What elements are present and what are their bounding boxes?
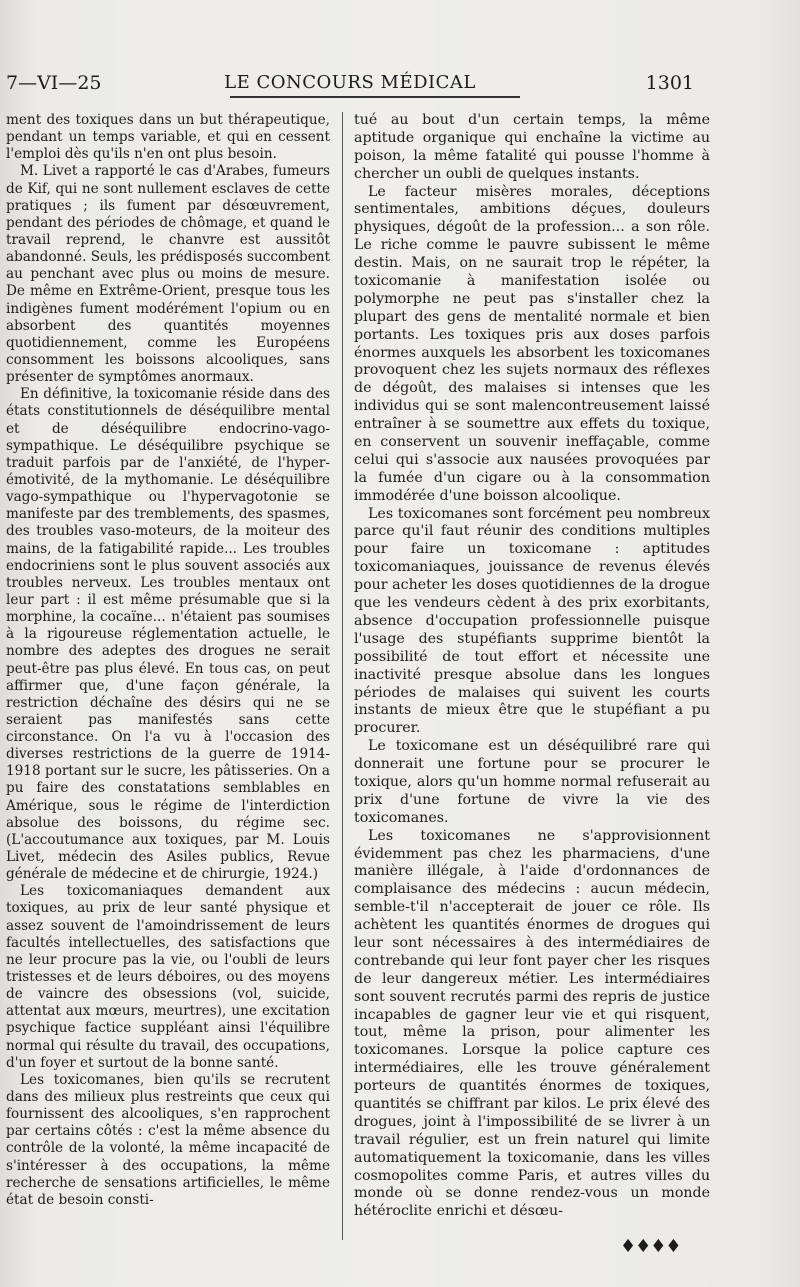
column-divider: [342, 112, 343, 1240]
page-header: [0, 62, 800, 96]
page-number: 1301: [645, 72, 694, 94]
issue-date: 7—VI—25: [6, 72, 102, 94]
paragraph: M. Livet a rapporté le cas d'Arabes, fumeurs de Kif, qui ne sont nullement esclaves de cette pratiques ; ils fument par désœuvrement, pendant des périodes de chômage, et quand le travail reprend, le chanvre est aussitôt abandonné. Seuls, les prédisposés succombent au penchant avec plus ou moins de mesure. De même en Extrême-Orient, presque tous les indigènes fument modérément l'opium ou en absorbent des quantités moyennes quotidiennement, comme les Européens consomment les boissons alcooliques, sans présenter de symptômes anormaux.: [6, 163, 330, 386]
journal-title: LE CONCOURS MÉDICAL: [224, 72, 476, 93]
ornament-glyphs: ♦♦♦♦: [620, 1236, 681, 1257]
paragraph: Les toxicomanes, bien qu'ils se recrutent dans des milieux plus restreints que ceux qui fournissent des alcooliques, s'en rapprochent par certains côtés : c'est la même absence du contrôle de la volonté, la même incapacité de s'intéresser à des occupations, la même recherche de sensations artificielles, le même état de besoin consti-: [6, 1071, 330, 1208]
paragraph: En définitive, la toxicomanie réside dans des états constitutionnels de déséquilibre mental et de déséquilibre endocrino-vago-sympathique. Le déséquilibre psychique se traduit parfois par de l'anxiété, de l'hyper-émotivité, de la mythomanie. Le déséquilibre vago-sympathique ou l'hypervagotonie se manifeste par des tremblements, des spasmes, des troubles vaso-moteurs, de la moiteur des mains, de la fatigabilité rapide... Les troubles endocriniens sont le plus souvent associés aux troubles nerveux. Les troubles mentaux ont leur part : il est même présumable que si la morphine, la cocaïne... n'étaient pas soumises à la rigoureuse réglementation actuelle, le nombre des adeptes des drogues ne serait peut-être pas plus élevé. En tous cas, on peut affirmer que, d'une façon générale, la restriction déchaîne des désirs qui ne se seraient pas manifestés sans cette circonstance. On l'a vu à l'occasion des diverses restrictions de la guerre de 1914-1918 portant sur le sucre, les pâtisseries. On a pu faire des constatations semblables en Amérique, sous le régime de l'interdiction absolue des boissons, du régime sec. (L'accoutumance aux toxiques, par M. Louis Livet, médecin des Asiles publics, Revue générale de médecine et de chirurgie, 1924.): [6, 386, 330, 883]
header-rule: [230, 96, 520, 98]
paragraph: Les toxicomanes ne s'approvisionnent évidemment pas chez les pharmaciens, d'une manière illégale, à l'aide d'ordonnances de complaisance des médecins : aucun médecin, semble-t'il n'accepterait de jouer ce rôle. Ils achètent les quantités énormes de drogues qui leur sont nécessaires à des intermédiaires de contrebande qui leur font payer cher les risques de leur dangereux métier. Les intermédiaires sont souvent recrutés parmi des repris de justice incapables de gagner leur vie et qui risquent, tout, même la prison, pour alimenter les toxicomanes. Lorsque la police capture ces intermédiaires, elle les trouve généralement porteurs de quantités énormes de toxiques, quantités se chiffrant par kilos. Le prix élevé des drogues, joint à l'impossibilité de se livrer à un travail régulier, est un frein naturel qui limite automatiquement la toxicomanie, dans les villes cosmopolites comme Paris, et autres villes du monde où se donne rendez-vous un monde hétéroclite enrichi et désœu-: [354, 827, 710, 1220]
paragraph: tué au bout d'un certain temps, la même aptitude organique qui enchaîne la victime au poison, la même fatalité qui pousse l'homme à chercher un oubli de quelques instants.: [354, 112, 710, 182]
left-column: [6, 112, 330, 1209]
right-column: [354, 112, 710, 1221]
paragraph: Le toxicomane est un déséquilibré rare qui donnerait une fortune pour se procurer le toxique, alors qu'un homme normal refuserait au prix d'une fortune de vivre la vie des toxicomanes.: [354, 738, 710, 826]
paragraph: Les toxicomanes sont forcément peu nombreux parce qu'il faut réunir des conditions multiples pour faire un toxicomane : aptitudes toxicomaniaques, jouissance de revenus élevés pour acheter les doses quotidiennes de la drogue que les vendeurs cèdent à des prix exorbitants, absence d'occupation professionnelle puisque l'usage des stupéfiants supprime bientôt la possibilité de tout effort et nécessite une inactivité presque absolue dans les longues périodes de malaises qui suivent les courts instants de mieux être que le stupéfiant a pu procurer.: [354, 505, 710, 737]
paragraph: Les toxicomaniaques demandent aux toxiques, au prix de leur santé physique et assez souvent de l'amoindrissement de leurs facultés intellectuelles, des satisfactions que ne leur procure pas la vie, ou l'oubli de leurs tristesses et de leurs déboires, ou des moyens de vaincre des obsessions (vol, suicide, attentat aux mœurs, meurtres), une excitation psychique factice suppléant ainsi l'équilibre normal qui résulte du travail, des occupations, d'un foyer et surtout de la bonne santé.: [6, 883, 330, 1071]
paragraph: Le facteur misères morales, déceptions sentimentales, ambitions déçues, douleurs physiques, dégoût de la profession... a son rôle. Le riche comme le pauvre subissent le même destin. Mais, on ne saurait trop le répéter, la toxicomanie à manifestation isolée ou polymorphe ne peut pas s'installer chez la plupart des gens de mentalité normale et bien portants. Les toxiques pris aux doses parfois énormes auxquels les absorbent les toxicomanes provoquent chez les sujets normaux des réflexes de dégoût, des malaises si intenses que les individus qui se sont malencontreusement laissé entraîner à se soumettre aux effets du toxique, en conservent un souvenir ineffaçable, comme celui qui s'associe aux nausées provoquées par la fumée d'un cigare ou à la consommation immodérée d'une boisson alcoolique.: [354, 183, 710, 504]
paragraph: ment des toxiques dans un but thérapeutique, pendant un temps variable, et qui en cessent l'emploi dès qu'ils n'en ont plus besoin.: [6, 112, 330, 163]
